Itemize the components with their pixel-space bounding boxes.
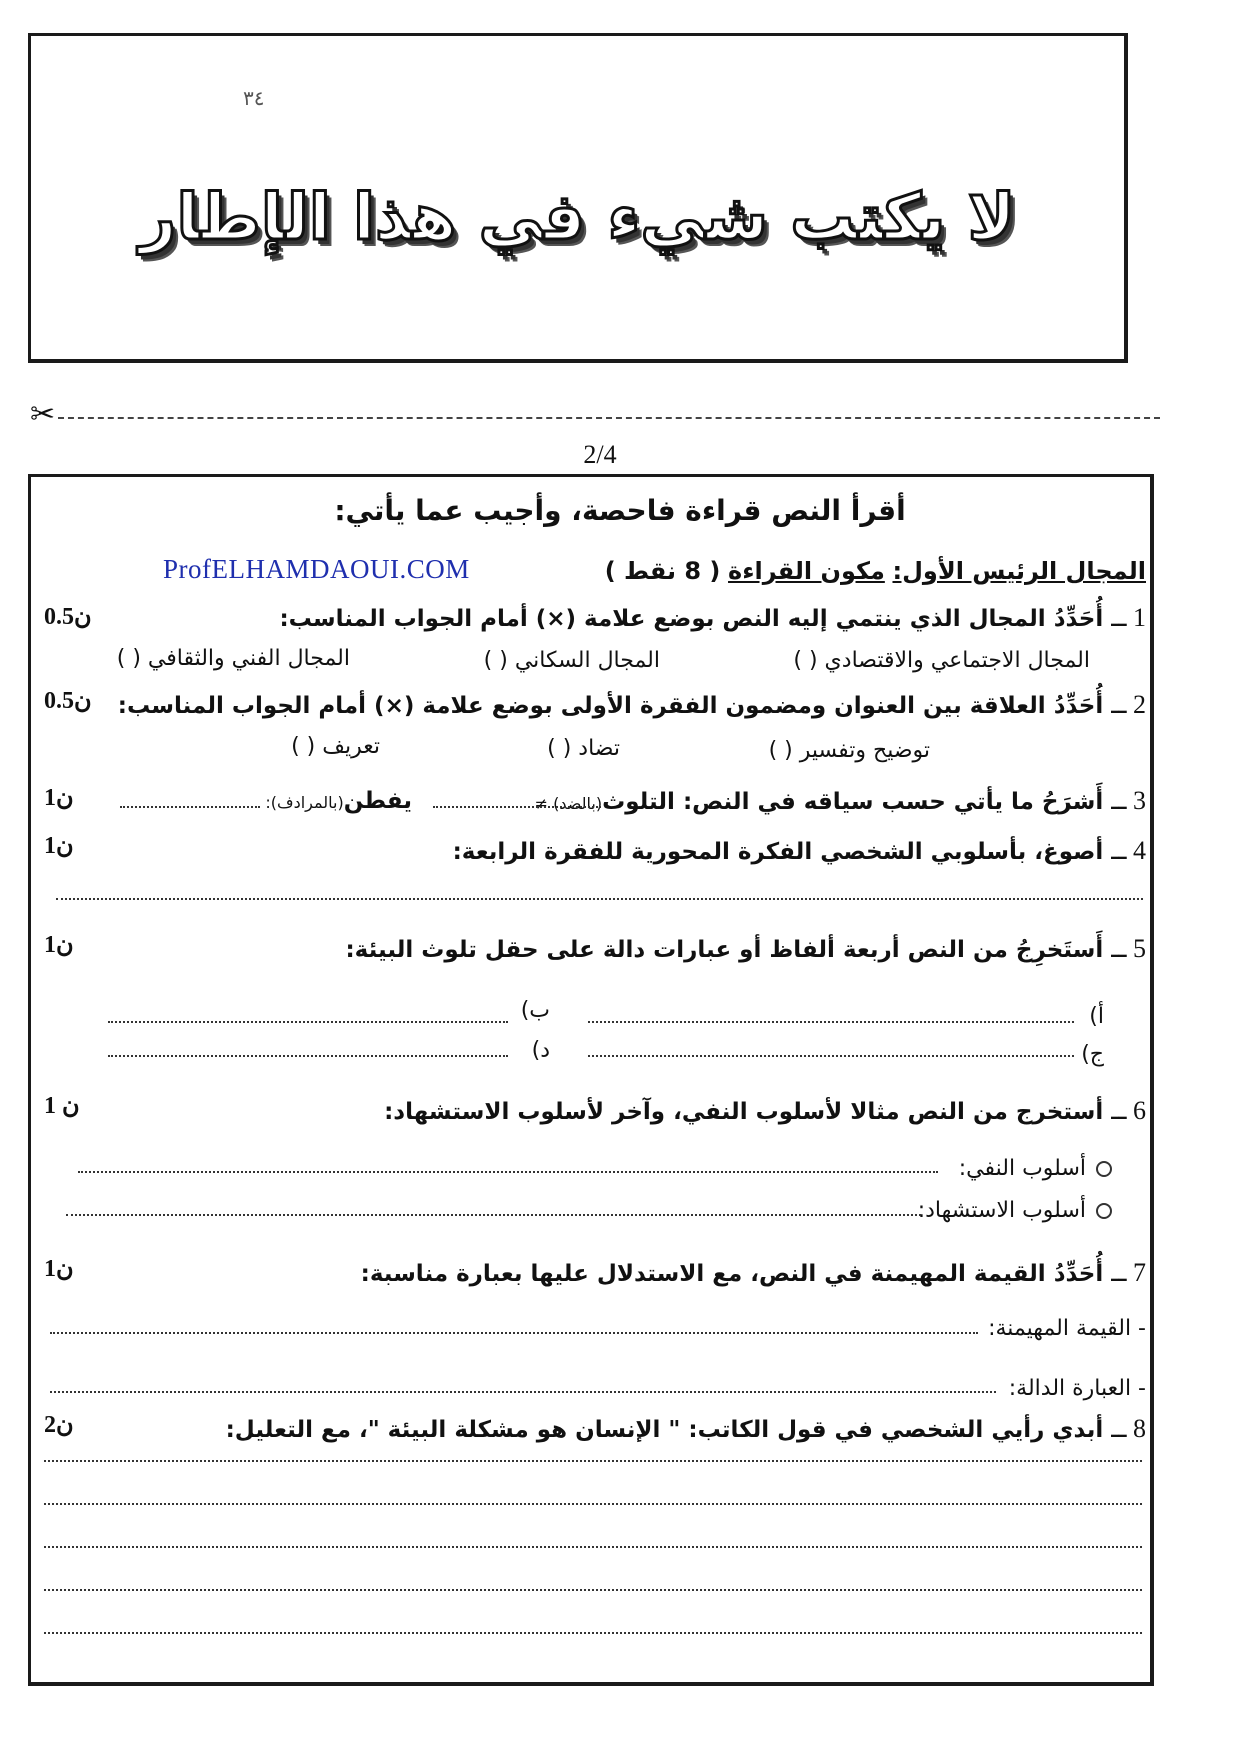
question-1 bbox=[279, 603, 1146, 634]
answer-line[interactable] bbox=[44, 1546, 1142, 1548]
score-7: 1ن bbox=[44, 1256, 74, 1282]
score-8: 2ن bbox=[44, 1412, 74, 1438]
answer-line-d[interactable] bbox=[108, 1055, 508, 1057]
term-pollution: التلوث bbox=[602, 789, 675, 815]
section-header bbox=[605, 556, 1146, 586]
answer-line-negation[interactable] bbox=[78, 1171, 938, 1173]
no-write-frame bbox=[28, 33, 1128, 363]
question-number: 6 ــ bbox=[1111, 1096, 1146, 1125]
question-number: 1 ــ bbox=[1111, 603, 1146, 632]
score-5: 1ن bbox=[44, 932, 74, 958]
hint-synonym: (بالمرادف): bbox=[265, 793, 344, 812]
answer-line-citation[interactable] bbox=[66, 1214, 921, 1216]
instructions: أقرأ النص قراءة فاحصة، وأجيب عما يأتي: bbox=[334, 494, 906, 527]
question-text: أصوغ، بأسلوبي الشخصي الفكرة المحورية للفقرة الرابعة: bbox=[452, 839, 1104, 865]
item-citation bbox=[918, 1198, 1112, 1223]
question-number: 2 ــ bbox=[1111, 690, 1146, 719]
question-number: 4 ــ bbox=[1111, 836, 1146, 865]
answer-line-b[interactable] bbox=[108, 1021, 508, 1023]
question-2 bbox=[118, 690, 1146, 721]
handwritten-mark: ٣٤ bbox=[243, 86, 265, 110]
question-3 bbox=[535, 786, 1146, 819]
option-population[interactable]: المجال السكاني ( ) bbox=[483, 648, 660, 673]
answer-line[interactable] bbox=[44, 1460, 1142, 1462]
item-label: أسلوب النفي: bbox=[958, 1156, 1086, 1181]
item-evidence-phrase: - العبارة الدالة: bbox=[1008, 1376, 1146, 1401]
label-a: أ) bbox=[1089, 1004, 1104, 1029]
bullet-icon bbox=[1096, 1161, 1112, 1177]
section-points: ( 8 نقط ) bbox=[604, 557, 721, 585]
item-negation bbox=[959, 1156, 1112, 1181]
page-number: 2/4 bbox=[583, 440, 617, 469]
scissors-icon: ✂ bbox=[30, 397, 56, 432]
item-dominant-value: - القيمة المهيمنة: bbox=[988, 1316, 1146, 1341]
answer-line[interactable] bbox=[44, 1503, 1142, 1505]
question-text: أستخرج من النص مثالا لأسلوب النفي، وآخر لأسلوب الاستشهاد: bbox=[384, 1099, 1104, 1125]
item-label: أسلوب الاستشهاد: bbox=[917, 1198, 1086, 1223]
question-text: أبدي رأيي الشخصي في قول الكاتب: " الإنسان هو مشكلة البيئة "، مع التعليل: bbox=[225, 1417, 1104, 1443]
answer-line-antonym[interactable] bbox=[433, 806, 601, 808]
score-3: 1ن bbox=[44, 785, 74, 811]
score-4: 1ن bbox=[44, 833, 74, 859]
option-social-economic[interactable]: المجال الاجتماعي والاقتصادي ( ) bbox=[793, 648, 1090, 673]
question-text: أُحَدِّدُ القيمة المهيمنة في النص، مع الاستدلال عليها بعبارة مناسبة: bbox=[360, 1261, 1104, 1287]
website-link[interactable]: ProfELHAMDAOUI.COM bbox=[163, 554, 470, 584]
question-text: أُحَدِّدُ العلاقة بين العنوان ومضمون الفقرة الأولى بوضع علامة (×) أمام الجواب المناسب: bbox=[117, 693, 1104, 719]
answer-line-value[interactable] bbox=[50, 1332, 978, 1334]
question-6 bbox=[384, 1096, 1146, 1127]
question-number: 5 ــ bbox=[1111, 934, 1146, 963]
answer-line-evidence[interactable] bbox=[50, 1391, 996, 1393]
label-c: ج) bbox=[1081, 1042, 1104, 1067]
answer-line[interactable] bbox=[44, 1589, 1142, 1591]
option-art-culture[interactable]: المجال الفني والثقافي ( ) bbox=[116, 646, 350, 671]
question-text: أَستَخرِجُ من النص أربعة ألفاظ أو عبارات دالة على حقل تلوث البيئة: bbox=[345, 937, 1104, 963]
question-number: 8 ــ bbox=[1111, 1414, 1146, 1443]
answer-line-c[interactable] bbox=[588, 1055, 1074, 1057]
cut-line bbox=[58, 417, 1160, 419]
bullet-icon bbox=[1096, 1203, 1112, 1219]
option-clarification[interactable]: توضيح وتفسير ( ) bbox=[768, 738, 930, 763]
question-4 bbox=[453, 836, 1146, 867]
section-component: مكون القراءة bbox=[728, 557, 885, 585]
answer-line-a[interactable] bbox=[588, 1021, 1074, 1023]
term-notice: يفطن bbox=[343, 788, 412, 814]
answer-line[interactable] bbox=[56, 898, 1143, 900]
score-2: 0.5ن bbox=[44, 688, 92, 714]
question-number: 3 ــ bbox=[1111, 786, 1146, 815]
score-1: 0.5ن bbox=[44, 604, 92, 630]
option-contrast[interactable]: تضاد ( ) bbox=[547, 736, 620, 761]
label-d: د) bbox=[531, 1038, 550, 1063]
question-text: أَشرَحُ ما يأتي حسب سياقه في النص: bbox=[682, 789, 1104, 815]
term-2-label bbox=[265, 786, 412, 818]
question-number: 7 ــ bbox=[1111, 1258, 1146, 1287]
question-8 bbox=[226, 1414, 1146, 1445]
question-7 bbox=[361, 1258, 1146, 1289]
question-text: أُحَدِّدُ المجال الذي ينتمي إليه النص بوضع علامة (×) أمام الجواب المناسب: bbox=[279, 606, 1104, 632]
answer-line[interactable] bbox=[44, 1632, 1142, 1634]
hint-antonym: (بالضد) ≠ bbox=[534, 794, 603, 813]
section-label: المجال الرئيس الأول: bbox=[892, 557, 1146, 585]
score-6: 1 ن bbox=[44, 1093, 80, 1119]
question-5 bbox=[345, 934, 1146, 965]
answer-line-synonym[interactable] bbox=[120, 806, 260, 808]
label-b: ب) bbox=[520, 998, 550, 1023]
option-definition[interactable]: تعريف ( ) bbox=[291, 734, 380, 759]
banner-title: لا يكتب شيء في هذا الإطار bbox=[139, 181, 1016, 255]
